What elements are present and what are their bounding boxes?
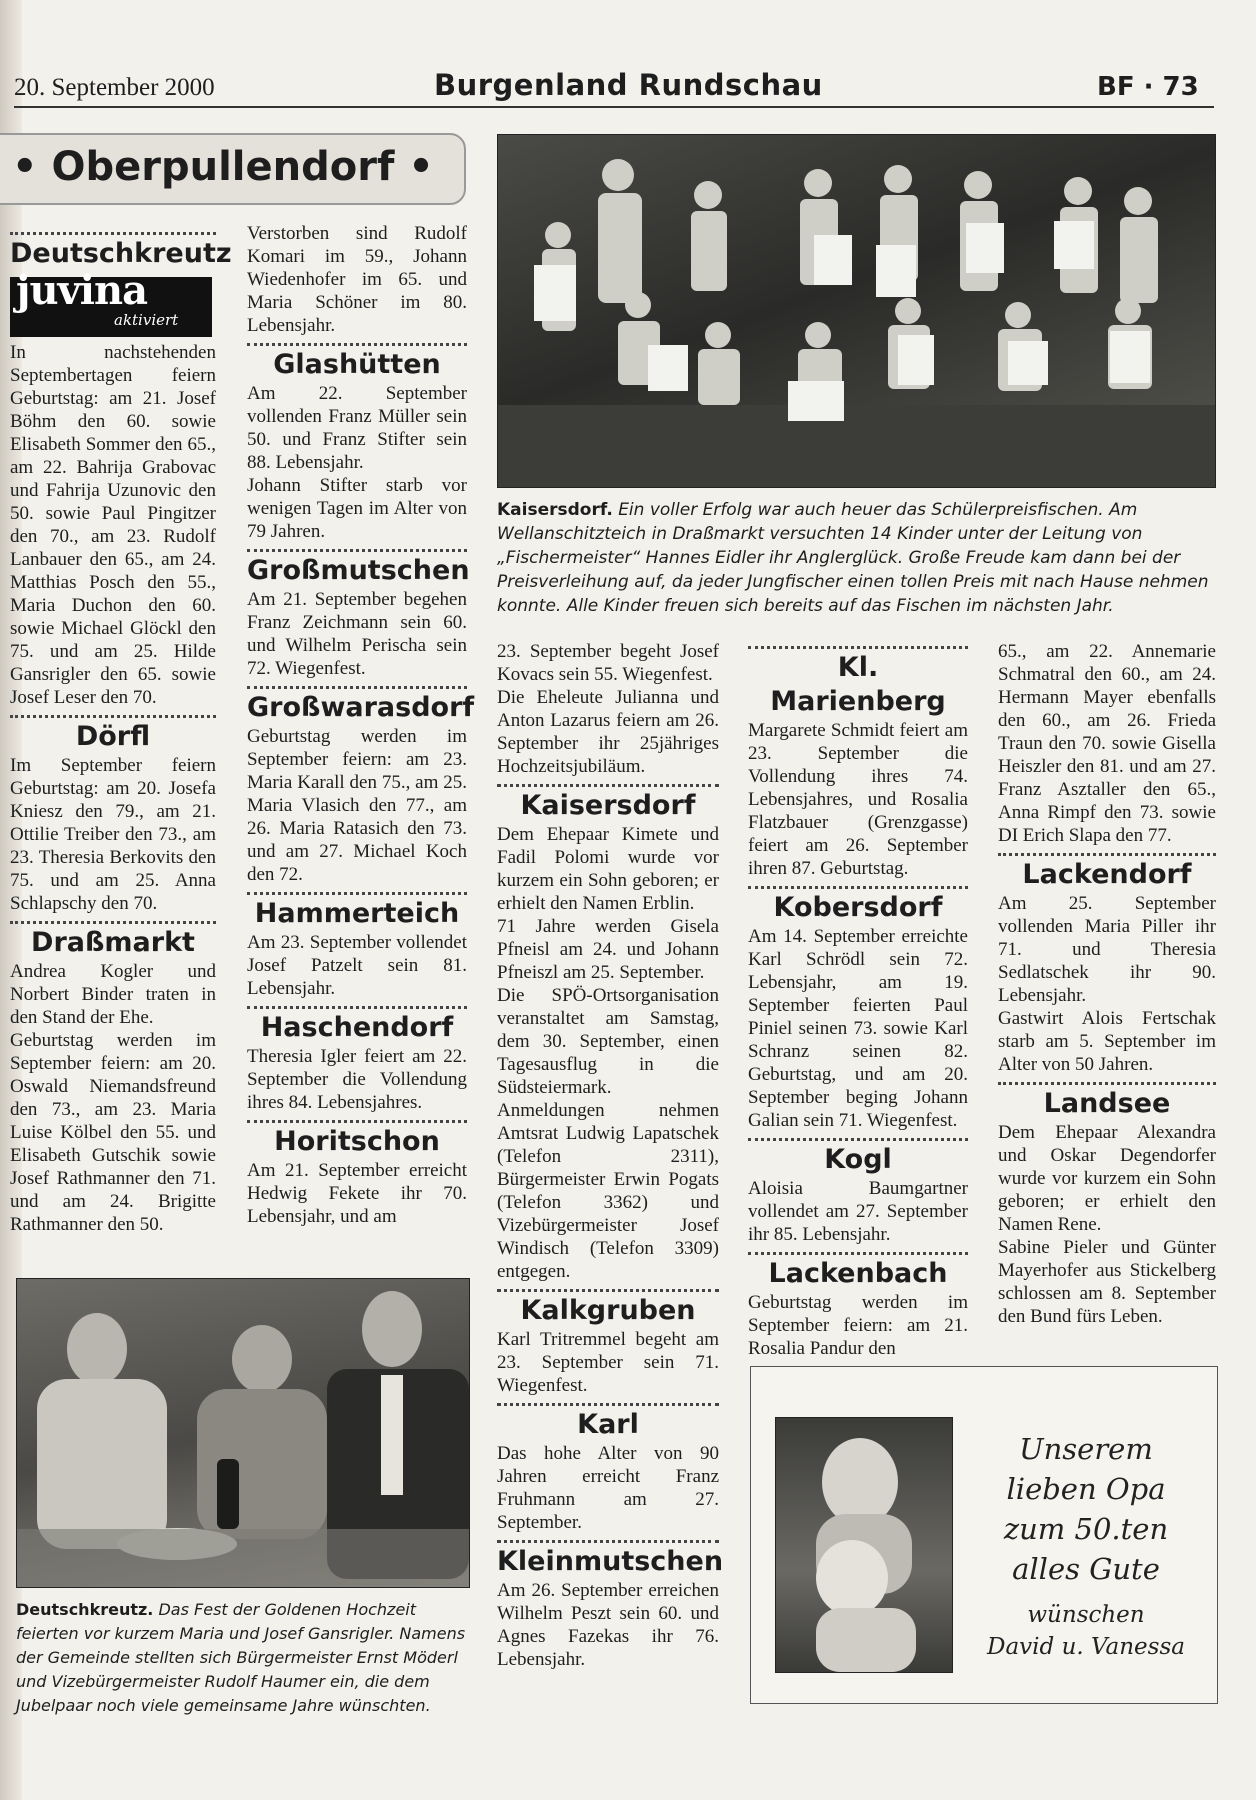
paragraph: Verstorben sind Rudolf Komari im 59., Johann Wiedenhofer im 65. und Maria Schöner im 80. Lebensjahr. (247, 223, 467, 336)
paragraph: In nachstehenden Septembertagen feiern Geburtstag: am 21. Josef Böhm den 60. sowie Elisabeth Sommer den 65., am 22. Bahrija Grabovac und Fahrija Uzunovic den 50. sowie Paul Pingitzer den 70., am 23. Rudolf Lanbauer den 65., am 24. Matthias Posch den 55., Maria Duchon den 60. sowie Michael Glöckl den 75. und am 25. Hilde Gansrigler den 65. sowie Josef Leser den 70. (10, 342, 216, 708)
heading-deutschkreutz: Deutschkreutz (10, 238, 232, 269)
paragraph: Geburtstag werden im September feiern: am 21. Rosalia Pandur den (748, 1292, 968, 1359)
header-rule (14, 106, 1214, 108)
paragraph: Geburtstag werden im September feiern: am 23. Maria Karall den 75., am 25. Maria Vlasich den 77., am 26. Maria Ratasich den 73. und am 27. Michael Koch den 72. (247, 726, 467, 885)
heading-klmarienberg: Kl. Marienberg (770, 652, 946, 717)
column-4 (748, 640, 968, 1360)
paragraph: Sabine Pieler und Günter Mayerhofer aus Stickelberg schlossen am 8. September den Bund fürs Leben. (998, 1237, 1216, 1327)
greeting-line: zum 50.ten (1003, 1512, 1169, 1546)
paragraph: Andrea Kogler und Norbert Binder traten in den Stand der Ehe. (10, 961, 216, 1028)
golden-wedding-illustration (17, 1279, 469, 1587)
divider (497, 1403, 719, 1406)
heading-haschendorf: Haschendorf (260, 1012, 454, 1043)
juvina-logo (10, 267, 212, 337)
fishing-children-photo (497, 134, 1216, 488)
fishing-children-illustration (498, 135, 1215, 487)
paragraph: Am 25. September vollenden Maria Piller ihr 71. und Theresia Sedlatschek ihr 90. Lebensjahr. (998, 893, 1216, 1006)
divider (748, 1252, 968, 1255)
heading-karl: Karl (577, 1409, 639, 1440)
paragraph: Karl Tritremmel begeht am 23. September sein 71. Wiegenfest. (497, 1329, 719, 1396)
divider (748, 886, 968, 889)
heading-drassmarkt: Draßmarkt (31, 927, 195, 958)
paragraph: Margarete Schmidt feiert am 23. September die Vollendung ihres 74. Lebensjahres, und Rosalia Flatzbauer (Grenzgasse) feiert am 26. September ihren 87. Geburtstag. (748, 720, 968, 879)
column-2 (247, 222, 475, 1228)
wedding-photo-caption (16, 1598, 472, 1718)
paragraph: Die SPÖ-Ortsorganisation veranstaltet am Samstag, dem 30. September, einen Tagesausflug in die Südsteiermark. Anmeldungen nehmen Amtsrat Ludwig Lapatschek (Telefon 2311), Bürgermeister Erwin Pogats (Telefon 3362) und Vizebürgermeister Josef Windisch (Telefon 3309) entgegen. (497, 985, 719, 1282)
golden-wedding-photo (16, 1278, 470, 1588)
heading-kogl: Kogl (824, 1144, 892, 1175)
divider (497, 784, 719, 787)
children-illustration (776, 1418, 952, 1672)
heading-kobersdorf: Kobersdorf (773, 892, 943, 923)
paragraph: Am 22. September vollenden Franz Müller sein 50. und Franz Stifter sein 88. Lebensjahr. (247, 383, 467, 473)
caption-place: Deutschkreutz. (16, 1600, 154, 1619)
heading-kleinmutschen: Kleinmutschen (497, 1546, 724, 1577)
heading-kaisersdorf: Kaisersdorf (520, 790, 696, 821)
page-number: BF · 73 (1097, 72, 1199, 102)
greeting-line: alles Gute (1012, 1552, 1160, 1586)
heading-glashuetten: Glashütten (273, 349, 441, 380)
paragraph: Gastwirt Alois Fertschak starb am 5. September im Alter von 50 Jahren. (998, 1008, 1216, 1075)
divider (247, 1120, 467, 1123)
column-1 (10, 226, 232, 1236)
heading-grosswarasdorf: Großwarasdorf (247, 692, 475, 723)
greeting-line: Unserem (1019, 1432, 1153, 1466)
juvina-logo-wordmark: juvina (16, 267, 147, 314)
divider (998, 1082, 1216, 1085)
paragraph: Dem Ehepaar Alexandra und Oskar Degendorfer wurde vor kurzem ein Sohn geboren; er erhielt den Namen Rene. (998, 1122, 1216, 1235)
paragraph: Die Eheleute Julianna und Anton Lazarus feiern am 26. September ihr 25jähriges Hochzeitsjubiläum. (497, 687, 719, 777)
greeting-signature: David u. Vanessa (987, 1634, 1185, 1660)
caption-text: Das Fest der Goldenen Hochzeit feierten vor kurzem Maria und Josef Gansrigler. Namens der Gemeinde stellten sich Bürgermeister Ernst Möderl und Vizebürgermeister Rudolf Haumer ein, die dem Jubelpaar noch viele gemeinsame Jahre wünschten. (16, 1600, 466, 1715)
paragraph: Theresia Igler feiert am 22. September die Vollendung ihres 84. Lebensjahres. (247, 1046, 467, 1113)
caption-text: Ein voller Erfolg war auch heuer das Schülerpreisfischen. Am Wellanschitzteich in Draßmarkt versuchten 14 Kinder unter der Leitung von „Fischermeister“ Hannes Eidler ihr Anglerglück. Große Freude kam dann bei der Preisverleihung auf, da jeder Jungfischer einen tollen Preis mit nach Hause nehmen konnte. Alle Kinder freuen sich bereits auf das Fischen im nächsten Jahr. (497, 500, 1209, 616)
column-3 (497, 640, 724, 1671)
paragraph: 71 Jahre werden Gisela Pfneisl am 24. und Johann Pfneiszl am 25. September. (497, 916, 719, 983)
paragraph: Am 21. September erreicht Hedwig Fekete ihr 70. Lebensjahr, und am (247, 1160, 467, 1227)
paragraph: Aloisia Baumgartner vollendet am 27. September ihr 85. Lebensjahr. (748, 1178, 968, 1245)
heading-kalkgruben: Kalkgruben (520, 1295, 696, 1326)
region-banner (0, 133, 466, 205)
heading-horitschon: Horitschon (274, 1126, 440, 1157)
fishing-photo-caption (497, 498, 1217, 618)
divider (497, 1540, 719, 1543)
children-photo (775, 1417, 953, 1673)
divider (247, 686, 467, 689)
divider (748, 1138, 968, 1141)
divider (247, 549, 467, 552)
paragraph: Johann Stifter starb vor wenigen Tagen im Alter von 79 Jahren. (247, 475, 467, 542)
divider (247, 892, 467, 895)
issue-date: 20. September 2000 (14, 74, 215, 101)
divider (10, 232, 216, 235)
column-5 (998, 640, 1216, 1328)
paragraph: 65., am 22. Annemarie Schmatral den 60., am 24. Hermann Mayer ebenfalls den 60., am 26. Frieda Traun den 70. sowie Gisella Heiszler den 81. und am 27. Franz Asztaller den 65., Anna Rimpf den 73. sowie DI Erich Slapa den 77. (998, 641, 1216, 846)
divider (247, 343, 467, 346)
paragraph: Am 14. September erreichte Karl Schrödl sein 72. Lebensjahr, am 19. September feierten Paul Piniel seinen 73. sowie Karl Schranz seinen 82. Geburtstag, und am 20. September beging Johann Galian sein 71. Wiegenfest. (748, 926, 968, 1131)
divider (497, 1289, 719, 1292)
heading-landsee: Landsee (1043, 1088, 1171, 1119)
paragraph: 23. September begeht Josef Kovacs sein 55. Wiegenfest. (497, 641, 719, 685)
newspaper-title: Burgenland Rundschau (434, 68, 823, 102)
heading-hammerteich: Hammerteich (254, 898, 460, 929)
birthday-greeting-box (750, 1366, 1218, 1704)
heading-lackenbach: Lackenbach (768, 1258, 948, 1289)
heading-doerfl: Dörfl (75, 721, 151, 752)
divider (247, 1006, 467, 1009)
paragraph: Am 26. September erreichen Wilhelm Peszt sein 60. und Agnes Fazekas ihr 76. Lebensjahr. (497, 1580, 719, 1670)
greeting-line: wünschen (1027, 1602, 1145, 1628)
paragraph: Geburtstag werden im September feiern: am 20. Oswald Niemandsfreund den 73., am 23. Maria Luise Kölbel den 55. und Elisabeth Gutschik sowie Josef Rathmanner den 71. und am 24. Brigitte Rathmanner den 50. (10, 1030, 216, 1235)
paragraph: Dem Ehepaar Kimete und Fadil Polomi wurde vor kurzem ein Sohn geboren; er erhielt den Namen Erblin. (497, 824, 719, 914)
paragraph: Im September feiern Geburtstag: am 20. Josefa Kniesz den 79., am 21. Ottilie Treiber den 73., am 23. Theresia Berkovits den 75. und am 25. Anna Schlapschy den 70. (10, 755, 216, 914)
greeting-text (961, 1429, 1211, 1663)
divider (10, 921, 216, 924)
divider (998, 853, 1216, 856)
juvina-logo-script: aktiviert (114, 311, 179, 329)
heading-grossmutschen: Großmutschen (247, 555, 470, 586)
greeting-line: lieben Opa (1006, 1472, 1166, 1506)
region-banner-label: • Oberpullendorf • (12, 144, 434, 190)
heading-lackendorf: Lackendorf (1022, 859, 1192, 890)
paragraph: Am 23. September vollendet Josef Patzelt sein 81. Lebensjahr. (247, 932, 467, 999)
paragraph: Am 21. September begehen Franz Zeichmann sein 60. und Wilhelm Perischa sein 72. Wiegenfest. (247, 589, 467, 679)
caption-place: Kaisersdorf. (497, 500, 613, 520)
divider (10, 715, 216, 718)
paragraph: Das hohe Alter von 90 Jahren erreicht Franz Fruhmann am 27. September. (497, 1443, 719, 1533)
divider (748, 646, 968, 649)
